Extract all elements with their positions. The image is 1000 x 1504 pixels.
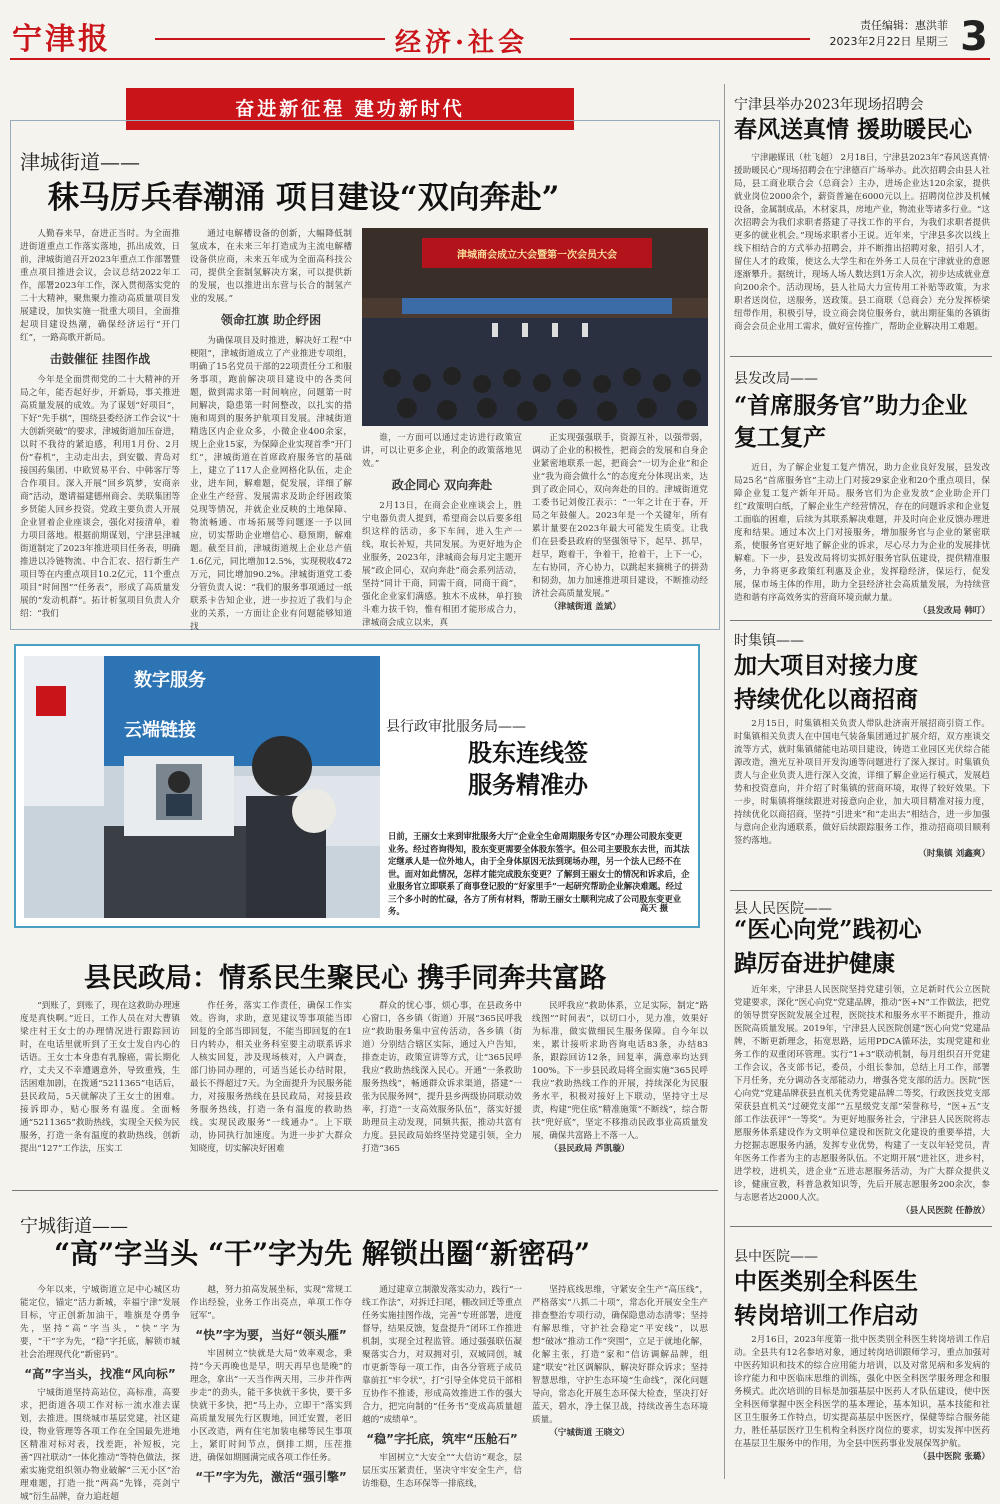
ningcheng-credit: （宁城街道 王晓文）: [549, 1428, 630, 1438]
right-headline-4a: “医心向党”践初心: [734, 916, 922, 943]
right-credit-4: （县人民医院 任静放）: [901, 1206, 990, 1216]
photo-banner-text: 津城商会成立大会暨第一次会员大会: [457, 250, 617, 261]
feature-headline-1: 股东连线签: [468, 738, 588, 767]
right-article-2: [734, 462, 990, 616]
civil-column-2: [190, 1000, 352, 1180]
lead-paragraph: 谁，一方面可以通过走访进行政策宣讲，可以让更多企业，利企的政策落地见效。”: [362, 433, 522, 469]
right-kicker-5: 县中医院——: [734, 1249, 818, 1265]
lead-subhead: 击鼓催征 挂图作战: [49, 352, 151, 366]
ningcheng-subhead: “稳”字托底，筑牢“压舱石”: [366, 1432, 518, 1446]
civil-credit: （县民政局 芦凯璇）: [549, 1144, 630, 1154]
feature-photo: [24, 656, 380, 918]
section-rule-right: [570, 38, 810, 40]
section-divider: [12, 1190, 718, 1191]
feature-headline-2: 服务精准办: [468, 770, 588, 799]
lead-paragraph: 通过电解槽设备的创新，大幅降低制氢成本，在未来三年打造成为主流电解槽设备供应商，未来五年成为全面高科技公司，提供全套制氢解决方案，可以提供新的发展，也以推进出东营与长合的制氢产业的发展。”: [190, 229, 352, 304]
right-headline-3a: 加大项目对接力度: [734, 652, 918, 679]
issue-date: 2023年2月22日 星期三: [829, 35, 948, 48]
right-headline-3b: 持续优化以商招商: [734, 686, 918, 713]
right-headline-4b: 踔厉奋进护健康: [734, 950, 895, 977]
lead-paragraph: 人勤春来早，奋进正当时。为全面推进街道重点工作落实落地，抓出成效，日前，津城街道召开2023年重点工作部署暨重点项目推进会议，会议总结2022年工作，部署2023年工作，深入贯彻落实党的二十大精神，聚焦聚力推动高质量项目发展建设，加快实施一批重大项目，全面推起项目建设热潮，确保经济运行“开门红”，一路高歌开新局。: [20, 229, 180, 343]
right-headline-2a: “首席服务官”助力企业: [734, 392, 968, 419]
right-paragraph: 2月15日，时集镇相关负责人带队赴济南开展招商引资工作。时集镇相关负责人在中国电气装备集团通过扩展介绍，双方座谈交流等方式，就时集镇储能电站项目建设，铸造工业园区光伏综合能源改造，渔光互补项目开发沟通等问题进行了深入探讨。时集镇负责人与企业负责人进行深入交流，详细了解企业运行模式，发展趋势和投资意向，并介绍了时集镇的营商环境，取得了较好效果。下一步，时集镇将继续跟进对接意向企业，加大项目精准对接力度，持续优化以商招商，坚持“引进来”和“走出去”相结合，进一步加强与意向企业沟通联系，做好后续跟踪服务工作，推动招商项目顺利签约落地。: [734, 719, 990, 846]
right-headline-5b: 转岗培训工作启动: [734, 1302, 918, 1329]
right-headline-5a: 中医类别全科医生: [734, 1268, 918, 1295]
ningcheng-paragraph: 牢固树立“快就是大局”效率观念，秉持“今天再晚也是早，明天再早也是晚”的理念，拿出“一天当作两天用，三步并作两步走”的劲头，能干多快就干多快，要干多快就干多快，把“马上办，立即干”落实到高质量发展先行区腹地，回迁安置，老旧小区改造，两有住宅加装电梯等民生事项上，紧盯时间节点，倒排工期，压茬推进，确保如期圆满完成各项工作任务。: [190, 1349, 352, 1463]
feature-photo-credit: 高天 摄: [640, 903, 669, 913]
civil-paragraph: 民呼我应”救助体系，立足实际，制定“路线图”“时间表”，以切口小，见力准，效果好为标准，做实做细民生服务保障。自今年以来，累计接听求助咨询电话83条，办结83条，跟踪回访12条，回复率，满意率均达到100%。下一步县民政局将全面实施“365民呼我应”救助热线工作的开展，持续深化为民服务水平，积极对接好上下联动，坚持守土尽责，构建“兜住底”精准施策“不断线”，综合帮扶“兜好底”，坚定不移推动民政事业高质量发展，确保共富路上不落一人。: [532, 1001, 708, 1141]
wall-sign-2: 云端链接: [124, 720, 196, 741]
right-credit-2: （县发改局 韩叮）: [918, 606, 990, 616]
right-kicker-1: 宁津县举办2023年现场招聘会: [734, 97, 924, 113]
wall-sign-1: 数字服务: [134, 670, 206, 691]
right-paragraph: 宁津融媒讯（杜飞超） 2月18日，宁津县2023年“春风送真情·援助暖民心”现场招聘会在宁津德百广场举办。此次招聘会由县人社局，县工商业联合会（总商会）主办，进场企业达120余家，提供就业岗位2000余个，薪资普遍在6000元以上。招聘岗位涉及机械设备，金属制成品，木材家具，房地产业，物流业等诸多行业。“这次招聘会为我们求职者搭建了寻找工作的平台，为我们求职者提供更多的就业机会。”现场求职者小王说。近年来，宁津县多次以线上线下相结合的方式举办招聘会，并不断推出招聘对象，招引人才，留住人才的政策，使这么大学生和在外务工人员在宁津就业的意愿逐渐攀升。据统计，现场人场人数达到1万余人次，初步达成就业意向200余个。活动现场，县人社局大力宣传用工补贴等政策，为求职者送岗位，送服务，送政策。县工商联（总商会）充分发挥桥梁纽带作用，积极引导，设立商会岗位服务台，就出期征集的各镇街商会会员企业用工需求，做好宣传推广，帮助企业解决用工难题。: [734, 153, 990, 332]
feature-caption: 日前，王丽女士来到审批服务大厅“企业全生命周期服务专区”办理公司股东变更业务。经过咨询得知，股东变更需要全体股东签字。但公司主要股东去世，而其法定继承人是一位外地人，由于全身体原因无法到现场办理，另一个法人已经不在世。面对如此情况，怎样才能完成股东变更？了解到王丽女士的情况和诉求后，企业服务官立即联系了商事登记股的“好家里手”一起研究帮助企业解决难题。经过三个多小时的忙碌，各方了所有材料，帮助王丽女士顺利完成了公司股东变更业务。: [388, 831, 690, 916]
lead-column-4: [532, 432, 708, 620]
lead-headline: 秣马厉兵春潮涌 项目建设“双向奔赴”: [48, 180, 560, 216]
civil-column-4: [532, 1000, 708, 1180]
right-paragraph: 2月16日，2023年度第一批中医类别全科医生转岗培训工作启动。全县共有12名参培对象，通过转岗培训跟师学习，重点加强对中医药知识和技术的综合应用能力培训，以及对常见病和多发病的诊疗能力和中医临床思维的训练，强化中医全科医学服务理念和服务模式。此次培训的目标是加强基层中医药人才队伍建设，使中医全科医师掌握中医全科医学的基本理论，基本知识，基本技能和社区卫生服务工作特点，切实提高基层中医医疗，保健等综合服务能力，胜任基层医疗卫生机构全科医疗岗位的要求，切实发挥中医药在基层卫生服务中的作用，为全县中医药事业发展保驾护航。: [734, 1335, 990, 1449]
ningcheng-paragraph: 越，努力拍高发展坐标，实现“常规工作出经验，业务工作出亮点，单项工作夺冠军”。: [190, 1285, 352, 1321]
right-headline-2b: 复工复产: [734, 424, 826, 451]
page-number: 3: [960, 14, 988, 60]
section-title: 经济·社会: [395, 28, 529, 58]
right-headline-1: 春风送真情 援助暖民心: [734, 116, 973, 143]
ningcheng-column-2: [190, 1284, 352, 1484]
issue-meta: [830, 18, 949, 50]
right-paragraph: 近年来，宁津县人民医院坚持党建引领，立足新时代公立医院党建要求，深化“医心向党”党建品牌，推动“医+N”工作做法，把党的领导贯穿医院发展全过程，医院技术和服务水平不断提升，推动医院高质量发展。2019年，宁津县人民医院创建“医心向党”党建品牌，不断更新理念，拓宽思路，运用PDCA循环法，实现党建和业务工作的双重闭环管理。实行“1+3”联动机制，每月组织召开党建工作会议，各支部书记，委员，小组长参加，总结上月工作，部署下月任务，充分调动各支部能动力，增强各党支部的活力。医院“医心向党”党建品牌获县直机关优秀党建品牌二等奖，行政医技党支部荣获县直机关“过硬党支部”“五星级党支部”荣誉称号，“医+五”支部工作法获评“一等奖”。为更好地服务社会，宁津县人民医院将志愿服务体系建设作为文明单位建设和医院文化建设的重要举措，大力挖掘志愿服务内涵，发挥专业优势，构建了一支以年轻党员，青年医务工作者为主的志愿服务队伍。不定期开展“进社区，进乡村，进学校，进机关，进企业”五进志愿服务活动，为广大群众提供义诊，健康宣教，科普急救知识等，先后开展志愿服务200余次，参与志愿者达2000人次。: [734, 985, 990, 1203]
ningcheng-paragraph: 牢固树立“大安全”“大信访”观念，层层压实压紧责任，坚决守牢安全生产，信访维稳，生态环保等一排底线，: [362, 1453, 522, 1489]
ningcheng-paragraph: 坚持底线思维，守紧安全生产“高压线”，严格落实“八抓二十项”，常态化开展安全生产排查整治专项行动，确保隐患动态清零；坚持有解思维，守护社会稳定“平安线”，以思想“破冰”推动工作“突围”，立足于就地化解，化解主张，打造“家和”信访调解品牌，组建“联安”社区调解队，解决好群众诉求；坚持智慧思维，守护生态环境“生命线”，深化问题导向，常态化开展生态环保大检查，坚决打好蓝天，碧水，净土保卫战，持续改善生态环境质量。: [532, 1285, 708, 1425]
civil-column-1: [20, 1000, 180, 1180]
service-hall-photo: [24, 656, 380, 918]
lead-subhead: 政企同心 双向奔赴: [391, 478, 493, 492]
lead-credit: （津城街道 盖斌）: [549, 602, 621, 612]
right-kicker-3: 时集镇——: [734, 633, 804, 649]
civil-headline: 县民政局：情系民生聚民心 携手同奔共富路: [84, 963, 607, 994]
ningcheng-kicker: 宁城街道——: [20, 1216, 128, 1237]
lead-column-1: [20, 228, 180, 618]
right-divider: [730, 356, 992, 357]
right-divider: [730, 620, 992, 621]
right-credit-5: （县中医院 张璐）: [918, 1452, 990, 1462]
ningcheng-headline: “高”字当头 “干”字为先 解锁出圈“新密码”: [54, 1237, 591, 1270]
section-rule-left: [155, 38, 385, 40]
right-paragraph: 近日，为了解企业复工复产情况，助力企业良好发展，县发改局25名“首席服务官”主动上门对接29家企业和20个重点项目，保障企业复工复产新年开局。服务官们为企业发放“企业助企开门红”政策明白纸，了解企业生产经营情况，存在的问题诉求和企业复工面临的困难，后续为其联系解决难题，并及时向企业反馈办理进度和结果。通过本次上门对接服务，增加服务官与企业的紧密联系，使服务官更好地了解企业的诉求，尽心尽力为企业的发展排忧解难。下一步，县发改局将切实抓好服务官队伍建设，提供精准服务，力争将更多政策红利惠及企业，发挥稳经济，保运行，促发展，保市场主体的作用，助力全县经济社会高质量发展，为持续营造和谐有序高效务实的营商环境贡献力量。: [734, 463, 990, 603]
lead-subhead: 领命扛旗 助企纾困: [220, 313, 322, 327]
feature-kicker: 县行政审批服务局——: [386, 719, 526, 735]
civil-paragraph: 群众的忧心事，烦心事，在县政务中心窗口，各乡镇（街道）开展“365民呼我应”救助服务集中宣传活动，各乡镇（街道）分别结合辖区实际，通过入户告知，排查走访，政策宣讲等方式，让“365民呼我应”救助热线深入民心。开通“一条救助服务热线”，畅通群众诉求渠道，搭建“一张为民服务网”，提升县乡两级协同联动效率，打造“一支高效服务队伍”，落实好援助理员主动发现，同频共振，推动共富有力度。县民政局始终坚持党建引领，全力打造“365: [362, 1001, 522, 1154]
right-kicker-4: 县人民医院——: [734, 901, 832, 917]
ningcheng-column-3: [362, 1284, 522, 1489]
lead-kicker: 津城街道——: [20, 150, 140, 174]
lead-photo: [362, 228, 708, 426]
lead-column-2: [190, 228, 352, 632]
lead-paragraph: 2月13日，在商会企业座谈会上，胜宁电器负责人提到，希望商会以后要多组织这样的活动，多下车间，进入生产一线，取长补短，共同发展。为更好地为企业服务，2023年，津城商会每月定主题开展“政企同心，双向奔赴”商会系列活动，坚持“同计干商，同需干商，同商干商”，强化企业家们满感。独木不成林，单打独斗难力拔千钧，惟有相团才能形成合力，津城商会成立以来，真: [362, 501, 522, 628]
lead-paragraph: 正实现强强联手，资源互补，以强带弱，调动了企业的积极性，把商会的发展和自身企业紧密地联系一起，把商会“一切为企业”和企业“我为商会做什么”的态度充分体现出来，达到了政企同心，双向奔赴的目的。津城街道党工委书记刘俊江表示：“一年之计在于春，开局之年鼓催人。2023年是一个关键年，所有累计量要在2023年最大可能发生质变。让我们在县委县政府的坚强领导下，起早、抓早，赶早，跑着干，争着干，抢着干，上下一心，左右协同，齐心协力，以跳起来摘桃子的拼劲和韧劲，加力加速推进项目建设，不断推动经济社会高质量发展。”: [532, 433, 708, 599]
civil-paragraph: 作任务，落实工作责任，确保工作实效。咨询，求助，意见建议等事项能当即回复的全部当即回复，不能当即回复的在1日内转办，相关业务科室要主动联系诉求人核实回复，涉及现场核对，入户调查，部门协同办理的，可适当延长办结时限，最长不得超过7天。为全面提升为民服务能力，对接服务热线在县民政局，对接县政务服务热线，打造一条有温度的救助热线。实现民政服务“一线通办”。上下联动，协同执行加速度。为进一步扩大群众知晓度，切实解决好困难: [190, 1001, 352, 1154]
lead-column-3: [362, 432, 522, 628]
right-article-5: [734, 1334, 990, 1478]
lead-paragraph: 今年是全面贯彻党的二十大精神的开局之年，能否起好步，开新局，事关推进高质量发展的成效。为了谋划“好项目”，下好“先手棋”，围绕县委经济工作会议“十大创新突破”的要求，津城街道加压奋进，以时不我待的紧迫感，利用1月份、2月份“春机”，主动走出去，到安徽、青岛对接国药集团、中欧贸易平台、中韩客厅等合作项目。深入开展“回乡筑梦，安商亲商”活动，邀请福建德州商会、美联集团等乡贤能人回乡投资。党政主要负责人开展企业冒着企业座谈会，强化对接清单，着力项目落地。根据前期谋划，宁津县津城街道制定了2023年推进项目任务表，明确推进以冷链物流、中合汇农、招行新生产项目等在内重点项目10.2亿元，11个重点项目“时间图”“任务表”，形成了高质量发展的“发动机群”。拓计析氢项目负责人介绍：“我们: [20, 375, 180, 619]
editor-credit: 责任编辑：惠洪菲: [860, 19, 948, 32]
ningcheng-subhead: “干”字为先，激活“强引擎”: [195, 1470, 347, 1484]
right-divider: [730, 890, 992, 891]
right-kicker-2: 县发改局——: [734, 371, 818, 387]
civil-paragraph: “到账了，到账了，现在这救助办理速度是真快啊。”近日，工作人员在对大曹镇梁庄村王女士的办理情况进行跟踪回访时，在电话里就听到了王女士发自内心的话语。王女士本身患有乳腺癌，需长期化疗，丈夫又不幸遭遇意外，导致重残，生活困难加剧，在拨通“5211365”电话后，县民政局，5天就解决了王女士的困难。接诉即办，贴心服务有温度。全面畅通“5211365”救助热线，实现全天候为民服务，打造一条有温度的救助热线，创新提出“127”工作法，压实工: [20, 1001, 180, 1154]
right-divider: [730, 1226, 992, 1227]
right-article-3: [734, 718, 990, 884]
ningcheng-subhead: “快”字为要，当好“领头雁”: [195, 1328, 347, 1342]
ningcheng-subhead: “高”字当头，找准“风向标”: [24, 1367, 176, 1381]
masthead: [10, 12, 990, 60]
ningcheng-paragraph: 今年以来，宁城街道立足中心城区功能定位，锚定“活力新城，幸福宁津”发展目标，守正创新加油干，唯旗是夺勇争先，坚持“高”字当头，“快”字为要，“干”字为先，“稳”字托底，解锁市城社会治理现代化“新密码”。: [20, 1285, 180, 1360]
ningcheng-column-4: [532, 1284, 708, 1478]
right-article-4: [734, 984, 990, 1218]
newspaper-logo: 宁津报: [12, 22, 111, 57]
ningcheng-column-1: [20, 1284, 180, 1502]
ningcheng-paragraph: 通过建章立制激发落实动力，践行“一线工作法”，对拆迁扫尾，棚改回迁等重点任务实施挂图作战，完善“专班部署，进度督导，结果反馈，复盘提升”闭环工作推进机制，实现全过程监管。通过强强联伍凝聚落实合力，对双拥对引，双城同创，城市更新等每一项工作，由各分管班子成员靠前扛“牢令状”，打“引导全体党员干部相互协作不推诿，形成高效推进工作的强大合力，把完向制的“任务书”变成高质量超越的“成绩单”。: [362, 1285, 522, 1425]
right-credit-3: （时集镇 刘鑫爽）: [918, 849, 990, 859]
column-separator: [724, 84, 725, 1479]
civil-column-3: [362, 1000, 522, 1180]
lead-paragraph: 为确保项目及时推进，解决好工程“中梗阻”，津城街道成立了产业推进专项组，明确了15名党员干部的22项责任分工和服务事项，跑前解决项目建设中的各类问题，做到需求第一时间响应，问题第一时间解决，隐患第一时间整改，以扎实的措施和周到的服务护航项目发展。津城街道精选区内企业众多，小微企业400余家，规上企业15家，为保障企业实现首季“开门红”，津城街道在首席政府服务官的基础上，建立了117人企业网格化队伍，走企业，进车间，解难题，促发展，详细了解企业生产经营、发展需求及助企纾困政策兑现等情况，并就企业反映的土地保障、物流畅通、市场拓展等问题逐一予以回应，切实帮助企业增信心、稳预期，解难题。截至目前，津城街道规上企业总产值1.6亿元，同比增加12.5%，实现税收472万元，同比增加90.2%。津城街道党工委分管负责人说：“我们的服务事项通过一纸联系卡告知企业，进一步拉近了我们与企业的关系，一方面让企业有问题能够知道找: [190, 336, 352, 632]
right-article-1: [734, 152, 990, 348]
campaign-banner: 奋进新征程 建功新时代: [126, 88, 574, 130]
ningcheng-paragraph: 宁城街道坚持高站位，高标准，高要求，把街道各项工作对标一流水准去谋划，去推进。围绕城市基层党建，社区建设，物业管理等各项工作在全国最先进地区精准对标对表，找差距，补短板，完善“四社联动”一体化推动“等特色做法，探索实施党组织领办物业破解“三无小区”治理难题，打造一批“两高”先锋，亮剑宁城”衍生品牌，奋力追赶超: [20, 1388, 180, 1502]
